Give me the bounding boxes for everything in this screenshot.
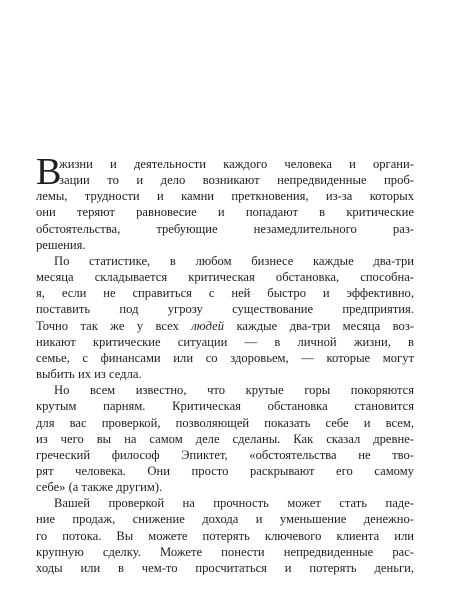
body-text <box>36 151 414 576</box>
text-line: никают критические ситуации — в личной жизни, в <box>36 334 414 349</box>
text-line: Но всем известно, что крутые горы покоряются <box>54 383 414 398</box>
drop-cap: В <box>36 151 62 193</box>
text-line: обстоятельства, требующие незамедлительного раз- <box>36 221 414 236</box>
text-line: из чего вы на самом деле сделаны. Как сказал древне- <box>36 431 414 446</box>
paragraph-2 <box>36 253 414 382</box>
text-line: решения. <box>36 237 86 252</box>
text-line-with-emphasis: Точно так же у всех людей каждые два-три месяца воз- <box>36 318 414 333</box>
text-line: семье, с финансами или со здоровьем, — которые могут <box>36 350 414 365</box>
text-line: зации то и дело возникают непредвиденные проб- <box>59 173 414 188</box>
text-line: крутым парням. Критическая обстановка становится <box>36 399 414 414</box>
text-line: По статистике, в любом бизнесе каждые два-три <box>54 253 414 268</box>
text-line: ние продаж, снижение дохода и уменьшение денежно- <box>36 512 414 527</box>
paragraph-1 <box>36 151 414 253</box>
paragraph-4 <box>36 495 414 576</box>
paragraph-3 <box>36 382 414 495</box>
text-line: себе» (а также другим). <box>36 480 163 495</box>
emphasized-word: людей <box>191 318 225 333</box>
text-line: выбить их из седла. <box>36 367 142 382</box>
text-line: лемы, трудности и камни преткновения, из-за которых <box>36 189 414 204</box>
text-line: поставить под угрозу существование предприятия. <box>36 302 414 317</box>
text-line: крупную сделку. Можете понести непредвиденные рас- <box>36 544 414 559</box>
text-line: рят человека. Они просто раскрывают его самому <box>36 463 414 478</box>
text-line: ходы или в чем-то просчитаться и потерять деньги, <box>36 560 414 575</box>
text-line: го потока. Вы можете потерять ключевого клиента или <box>36 528 414 543</box>
text-line: я, если не справиться с ней быстро и эффективно, <box>36 286 414 301</box>
text-line: Вашей проверкой на прочность может стать паде- <box>54 496 414 511</box>
text-line: они теряют равновесие и попадают в критические <box>36 205 414 220</box>
text-line: месяца складывается критическая обстановка, способна- <box>36 270 414 285</box>
text-line: жизни и деятельности каждого человека и органи- <box>59 157 414 171</box>
text-line: греческий философ Эпиктет, «обстоятельства не тво- <box>36 447 414 462</box>
text-line: для вас проверкой, позволяющей показать себе и всем, <box>36 415 414 430</box>
